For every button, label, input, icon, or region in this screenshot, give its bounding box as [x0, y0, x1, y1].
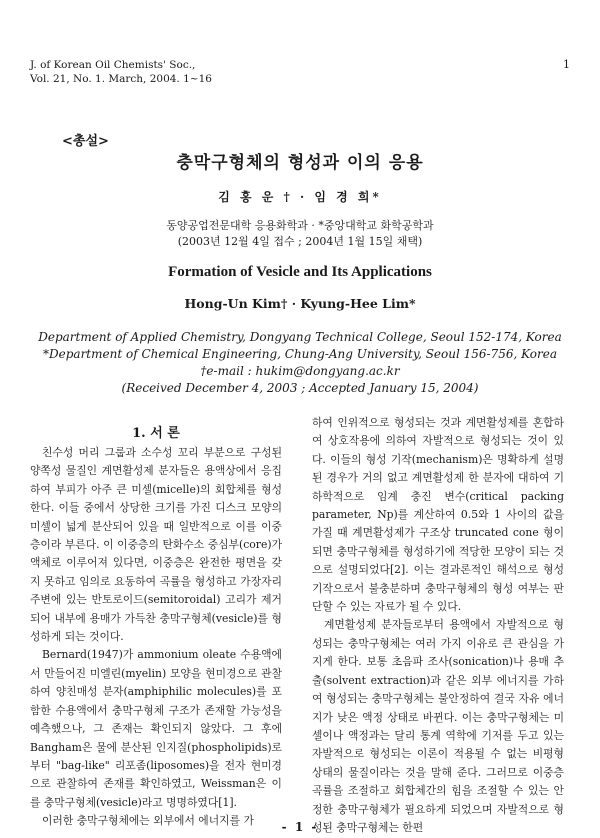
paragraph: 계면활성제 분자들로부터 용액에서 자발적으로 형성되는 충막구형체는 여러 가지 이유로 큰 관심을 가지게 한다. 보통 초음파 조사(sonication)나 용매 추출(solvent extraction)과 같은 외부 에너지를 가하여 형성되는 충막구형체는 불안정하여 결국 자유 에너지가 낮은 액정 상태로 바뀐다. 이는 충막구형체는 미셀이나 액정과는 달리 통계 역학에 기저를 두고 있는 자발적으로 형성되는 이론이 적용될 수 없는 비평형 상태의 물질이라는 것을 말해 준다. 그러므로 이중층 곡률을 조절하고 회합체간의 힘을 조절할 수 있는 안정한 충막구형체가 필요하게 되었으며 자발적으로 형성된 충막구형체는 한편	[312, 618, 564, 834]
korean-title: 충막구형체의 형성과 이의 응용	[176, 153, 424, 173]
column-left	[30, 444, 282, 831]
intro-heading: 1. 서 론	[132, 426, 180, 441]
paragraph: Bernard(1947)가 ammonium oleate 수용액에서 만들어진 미엘린(myelin) 모양을 현미경으로 관찰하여 양친매성 분자(amphiphilic molecules)를 포함한 수용액에서 충막구형체 구조가 존재할 가능성을 예측했으나, 그 존재는 확인되지 않았다. 그 후에 Bangham은 물에 분산된 인지질(phospholipids)로부터 "bag-like" 리포좀(liposomes)을 전자 현미경으로 관찰하여 존재를 확인하였고, Weissman은 이를 충막구형체(vesicle)라고 명명하였다[1].	[30, 648, 282, 809]
page-number: 1	[563, 58, 570, 71]
korean-affiliation-block	[0, 218, 600, 250]
korean-dates: (2003년 12월 4일 접수 ; 2004년 1월 15일 채택)	[177, 235, 423, 248]
korean-authors: 김 홍 운 † · 임 경 희*	[218, 190, 382, 204]
journal-line-1: J. of Korean Oil Chemists' Soc.,	[30, 59, 196, 71]
journal-citation	[30, 58, 212, 86]
english-affiliation-block	[0, 329, 600, 397]
journal-line-2: Vol. 21, No. 1. March, 2004. 1~16	[30, 73, 212, 85]
english-affiliation-2: *Department of Chemical Engineering, Chung-Ang University, Seoul 156-756, Korea	[43, 347, 557, 361]
korean-affiliation: 동양공업전문대학 응용화학과 · *중앙대학교 화학공학과	[166, 219, 434, 232]
paragraph: 하여 인위적으로 형성되는 것과 계면활성제를 혼합하여 상호작용에 의하여 자발적으로 형성되는 것이 있다. 이들의 형성 기작(mechanism)은 명확하게 설명된 경우가 거의 없고 계면활성제 한 분자에 대하여 기하학적으로 임계 충진 변수(critical packing parameter, Np)를 계산하여 0.5와 1 사이의 값을 가질 때 계면활성제가 구조상 truncated cone 형이 되면 충막구형체를 형성하기에 적당한 모양이 되는 것으로 설명되었다[2]. 이는 결과론적인 해석으로 형성 기작으로서 불충분하며 충막구형체의 형성 여부는 판단할 수 있는 자료가 될 수 있다.	[312, 416, 564, 614]
paragraph: 친수성 머리 그룹과 소수성 꼬리 부분으로 구성된 양쪽성 물질인 계면활성제 분자들은 용액상에서 응집하여 부피가 아주 큰 미셀(micelle)의 회합체를 형성한다. 이들 중에서 상당한 크기를 가진 디스크 모양의 미셀이 넓게 분산되어 있을 때 일반적으로 이를 이중층이라 부른다. 이 이중층의 탄화수소 중심부(core)가 액체로 이루어져 있다면, 이중층은 완전한 평면을 갖지 못하고 임의로 요동하여 곡률을 형성하고 가장자리 주변에 있는 반토로이드(semitoroidal) 고리가 제거되어 내부에 용매가 가득찬 충막구형체(vesicle)를 형성하게 되는 것이다.	[30, 446, 282, 644]
english-affiliation-1: Department of Applied Chemistry, Dongyang Technical College, Seoul 152-174, Korea	[38, 330, 562, 344]
received-dates: (Received December 4, 2003 ; Accepted January 15, 2004)	[121, 381, 479, 395]
email: †e-mail : hukim@dongyang.ac.kr	[200, 364, 400, 378]
column-right	[312, 414, 564, 837]
paragraph: 이러한 충막구형체에는 외부에서 에너지를 가	[42, 814, 254, 828]
english-authors: Hong-Un Kim† · Kyung-Hee Lim*	[184, 296, 416, 311]
english-title: Formation of Vesicle and Its Applications	[168, 264, 432, 280]
section-label: <총설>	[62, 134, 109, 149]
page-footer: - 1 -	[281, 820, 319, 834]
